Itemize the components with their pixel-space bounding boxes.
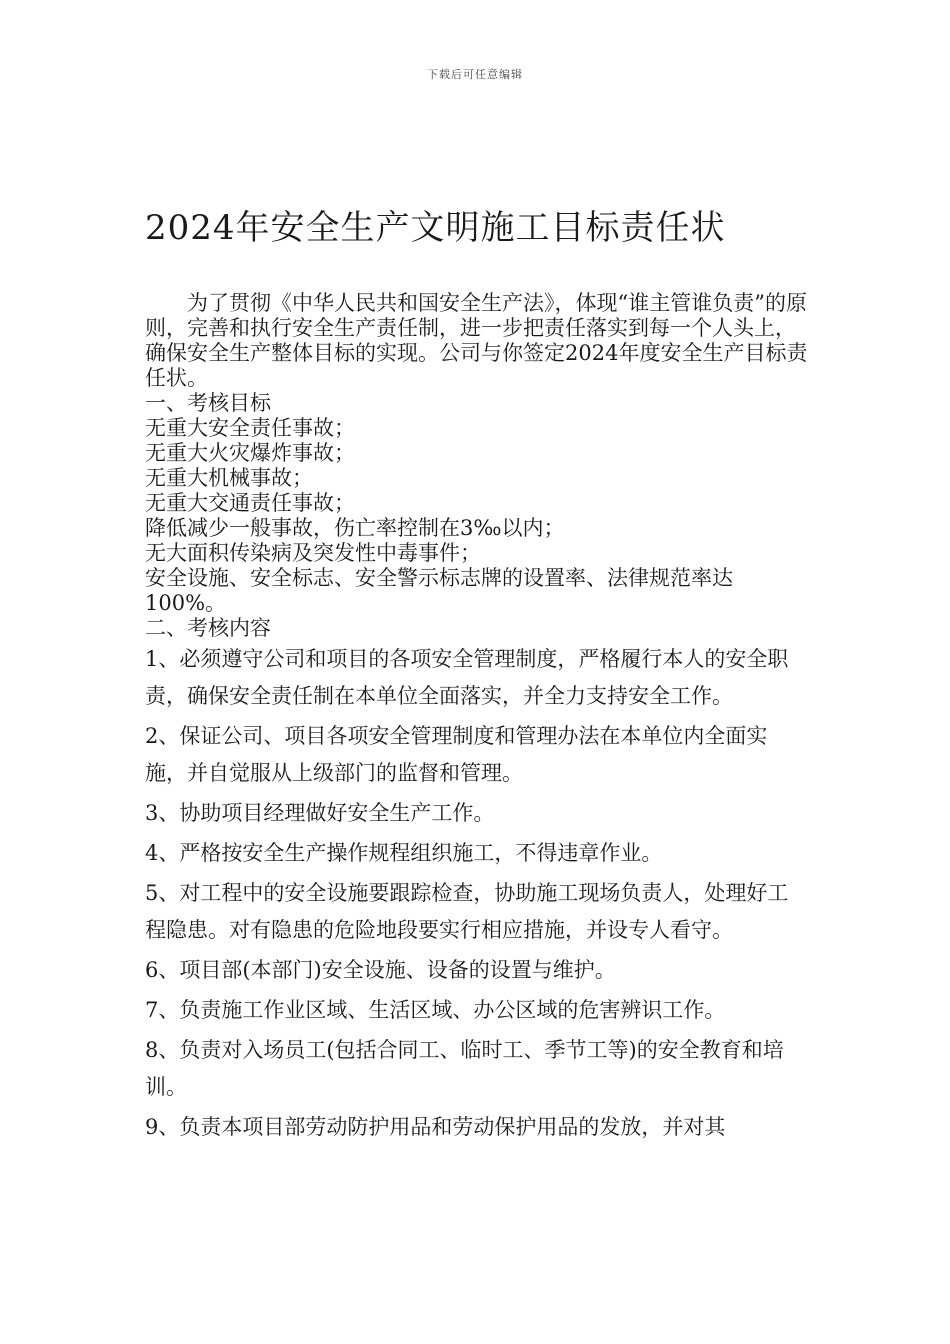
document-body bbox=[145, 291, 809, 1149]
target-item: 无大面积传染病及突发性中毒事件； bbox=[145, 541, 481, 565]
section-heading-targets: 一、考核目标 bbox=[145, 391, 271, 415]
target-item: 无重大火灾爆炸事故； bbox=[145, 441, 355, 465]
content-item: 3、协助项目经理做好安全生产工作。 bbox=[145, 801, 495, 825]
target-item: 安全设施、安全标志、安全警示标志牌的设置率、法律规范率达100%。 bbox=[145, 566, 733, 615]
content-item: 1、必须遵守公司和项目的各项安全管理制度，严格履行本人的安全职责，确保安全责任制在本单位全面落实，并全力支持安全工作。 bbox=[145, 647, 789, 708]
content-item: 5、对工程中的安全设施要跟踪检查，协助施工现场负责人，处理好工程隐患。对有隐患的危险地段要实行相应措施，并设专人看守。 bbox=[145, 881, 789, 942]
content-item: 8、负责对入场员工(包括合同工、临时工、季节工等)的安全教育和培训。 bbox=[145, 1038, 784, 1099]
target-item: 无重大安全责任事故； bbox=[145, 416, 355, 440]
content-item: 7、负责施工作业区域、生活区域、办公区域的危害辨识工作。 bbox=[145, 998, 726, 1022]
document-title: 2024年安全生产文明施工目标责任状 bbox=[145, 208, 726, 248]
content-item: 9、负责本项目部劳动防护用品和劳动保护用品的发放，并对其 bbox=[145, 1115, 726, 1139]
section-heading-content: 二、考核内容 bbox=[145, 616, 271, 640]
content-list bbox=[145, 641, 809, 1146]
target-item: 无重大机械事故； bbox=[145, 466, 313, 490]
target-item: 无重大交通责任事故； bbox=[145, 491, 355, 515]
content-item: 6、项目部(本部门)安全设施、设备的设置与维护。 bbox=[145, 958, 616, 982]
header-note: 下载后可任意编辑 bbox=[427, 68, 523, 81]
target-list bbox=[145, 416, 809, 616]
content-item: 2、保证公司、项目各项安全管理制度和管理办法在本单位内全面实施，并自觉服从上级部门的监督和管理。 bbox=[145, 724, 768, 785]
intro-paragraph: 为了贯彻《中华人民共和国安全生产法》，体现“谁主管谁负责”的原则，完善和执行安全生产责任制，进一步把责任落实到每一个人头上，确保安全生产整体目标的实现。公司与你签定2024年度安全生产目标责任状。 bbox=[145, 291, 808, 390]
content-item: 4、严格按安全生产操作规程组织施工，不得违章作业。 bbox=[145, 841, 663, 865]
target-item: 降低减少一般事故，伤亡率控制在3‰以内； bbox=[145, 516, 565, 540]
